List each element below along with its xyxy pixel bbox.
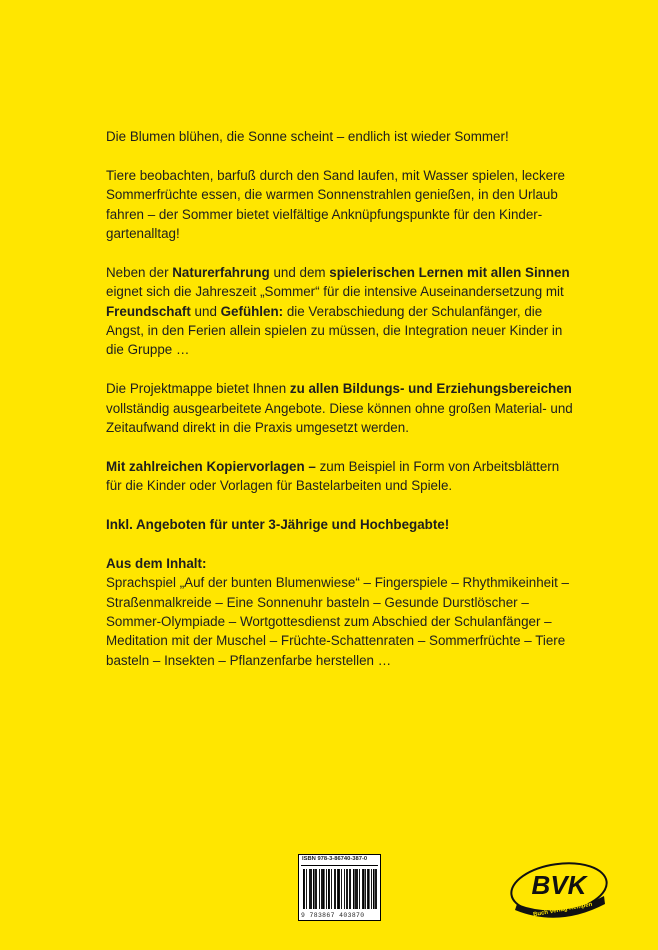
templates-paragraph xyxy=(106,457,576,496)
logo-subtext: Buch Verlag Kempen xyxy=(532,901,593,918)
bold-span: Gefühlen: xyxy=(220,303,284,319)
bold-span: spielerischen Lernen mit allen Sinnen xyxy=(329,264,570,280)
text-span: zum Beispiel in Form von Arbeitsblättern für die Kinder oder Vorlagen für Bastelarbeiten und Spiele. xyxy=(106,458,560,494)
bold-span: Mit zahlreichen Kopiervorlagen – xyxy=(106,458,316,474)
back-cover-text xyxy=(106,127,576,690)
barcode-divider xyxy=(301,865,378,866)
project-folder-paragraph xyxy=(106,379,576,437)
barcode-digits: 9 783867 403870 xyxy=(301,912,365,919)
learning-paragraph xyxy=(106,263,576,360)
isbn-number: ISBN 978-3-86740-387-0 xyxy=(302,856,368,862)
highlight-paragraph xyxy=(106,515,576,534)
text-span: und dem xyxy=(269,264,330,280)
intro-paragraph: Die Blumen blühen, die Sonne scheint – endlich ist wieder Sommer! xyxy=(106,129,509,144)
summer-activities-paragraph: Tiere beobachten, barfuß durch den Sand laufen, mit Wasser spielen, leckere Sommerfrüchte essen, die warmen Sonnenstrahlen genießen, in den Urlaub fahren – der Sommer bietet vielfältige Anknüpfungspunkte für den Kindergartenalltag! xyxy=(106,167,566,242)
barcode-bars xyxy=(303,869,378,909)
contents-paragraph xyxy=(106,554,576,670)
bold-span: zu allen Bildungs- und Erziehungsbereichen xyxy=(289,381,572,397)
logo-text: BVK xyxy=(531,870,587,900)
contents-title: Aus dem Inhalt: xyxy=(106,555,207,571)
text-span: Die Projektmappe bietet Ihnen xyxy=(106,381,290,397)
text-span: und xyxy=(190,303,221,319)
text-span: die Verabschiedung der Schulanfänger, die Angst, in den Ferien allein spielen zu müssen, die Integration neuer Kinder in die Gruppe … xyxy=(106,303,563,358)
bold-span: Inkl. Angeboten für unter 3-Jährige und Hochbegabte! xyxy=(106,517,450,533)
text-span: vollständig ausgearbeitete Angebote. Diese können ohne großen Material- und Zeitaufwand direkt in die Praxis umgesetzt werden. xyxy=(106,400,573,436)
bold-span: Naturerfahrung xyxy=(172,264,270,280)
text-span: Neben der xyxy=(106,264,173,280)
contents-list: Sprachspiel „Auf der bunten Blumenwiese“ – Fingerspiele – Rhythmikeinheit – Straßenmalkreide – Eine Sonnenuhr basteln – Gesunde Durstlöscher – Sommer-Olympiade – Wortgottesdienst zum Abschied der Schulanfänger – Meditation mit der Muschel – Früchte-Schattenraten – Sommerfrüchte – Tiere basteln – Insekten – Pflanzenfarbe herstellen … xyxy=(106,575,569,668)
isbn-barcode xyxy=(298,854,381,921)
bvk-logo xyxy=(509,858,609,918)
text-span: eignet sich die Jahreszeit „Sommer“ für die intensive Auseinandersetzung mit xyxy=(106,284,564,300)
bold-span: Freundschaft xyxy=(106,303,191,319)
